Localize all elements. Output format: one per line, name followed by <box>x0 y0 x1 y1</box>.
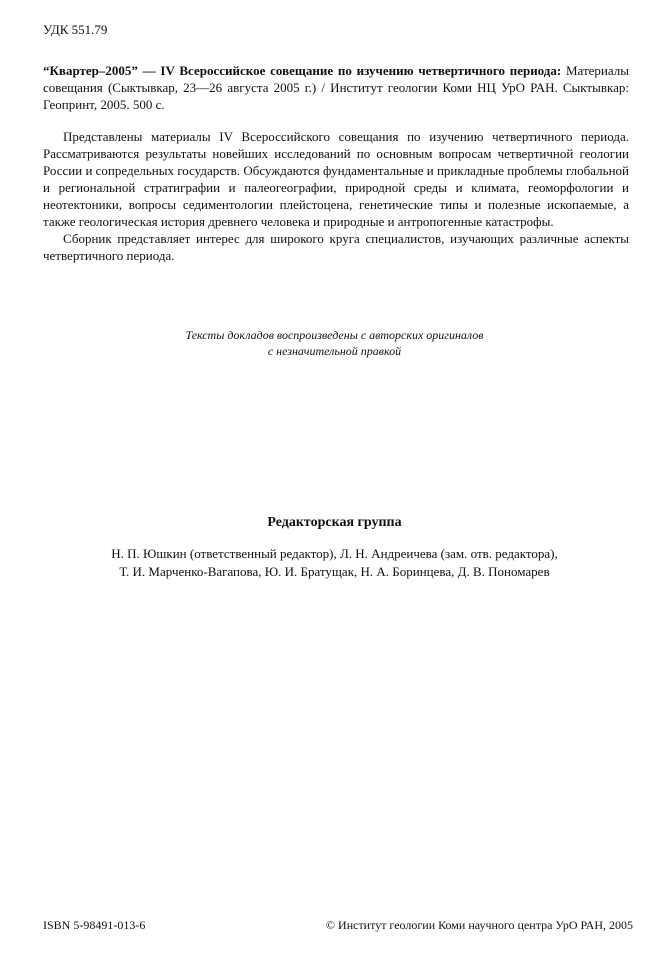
editorial-board-members: Н. П. Юшкин (ответственный редактор), Л. Н. Андреичева (зам. отв. редактора), <box>111 546 558 561</box>
editorial-note-line: с незначительной правкой <box>267 344 402 358</box>
editorial-board-title: Редакторская группа <box>267 515 402 530</box>
editorial-board <box>0 514 669 581</box>
publication-details: Материалы совещания (Сыктывкар, 23—26 августа 2005 г.) / Институт геологии Коми НЦ УрО РАН. Сыктывкар: Геопринт, 2005. 500 с. <box>43 63 629 112</box>
copyright-notice: © Институт геологии Коми научного центра УрО РАН, 2005 <box>325 918 633 932</box>
udc-code: УДК 551.79 <box>43 22 108 37</box>
publication-title: “Квартер–2005” — IV Всероссийское совещание по изучению четвертичного периода: <box>43 63 562 78</box>
editorial-note-line: Тексты докладов воспроизведены с авторских оригиналов <box>185 328 484 342</box>
isbn: ISBN 5-98491-013-6 <box>43 918 146 932</box>
editorial-note <box>0 327 669 359</box>
bibliographic-record <box>43 62 629 113</box>
abstract-paragraph: Сборник представляет интерес для широкого круга специалистов, изучающих различные аспекты четвертичного периода. <box>43 231 629 263</box>
abstract-paragraph: Представлены материалы IV Всероссийского совещания по изучению четвертичного периода. Рассматриваются результаты новейших исследований по основным вопросам четвертичной геологии России и сопредельных государств. Обсуждаются фундаментальные и прикладные проблемы глобальной и региональной стратиграфии и палеогеографии, природной среды и климата, геоморфологии и неотектоники, вопросы седиментологии плейстоцена, генетические типы и полезные ископаемые, а также геологическая история древнего человека и природные и антропогенные катастрофы. <box>43 129 629 229</box>
abstract <box>43 128 629 264</box>
editorial-board-members: Т. И. Марченко-Вагапова, Ю. И. Братущак, Н. А. Боринцева, Д. В. Пономарев <box>119 564 550 579</box>
